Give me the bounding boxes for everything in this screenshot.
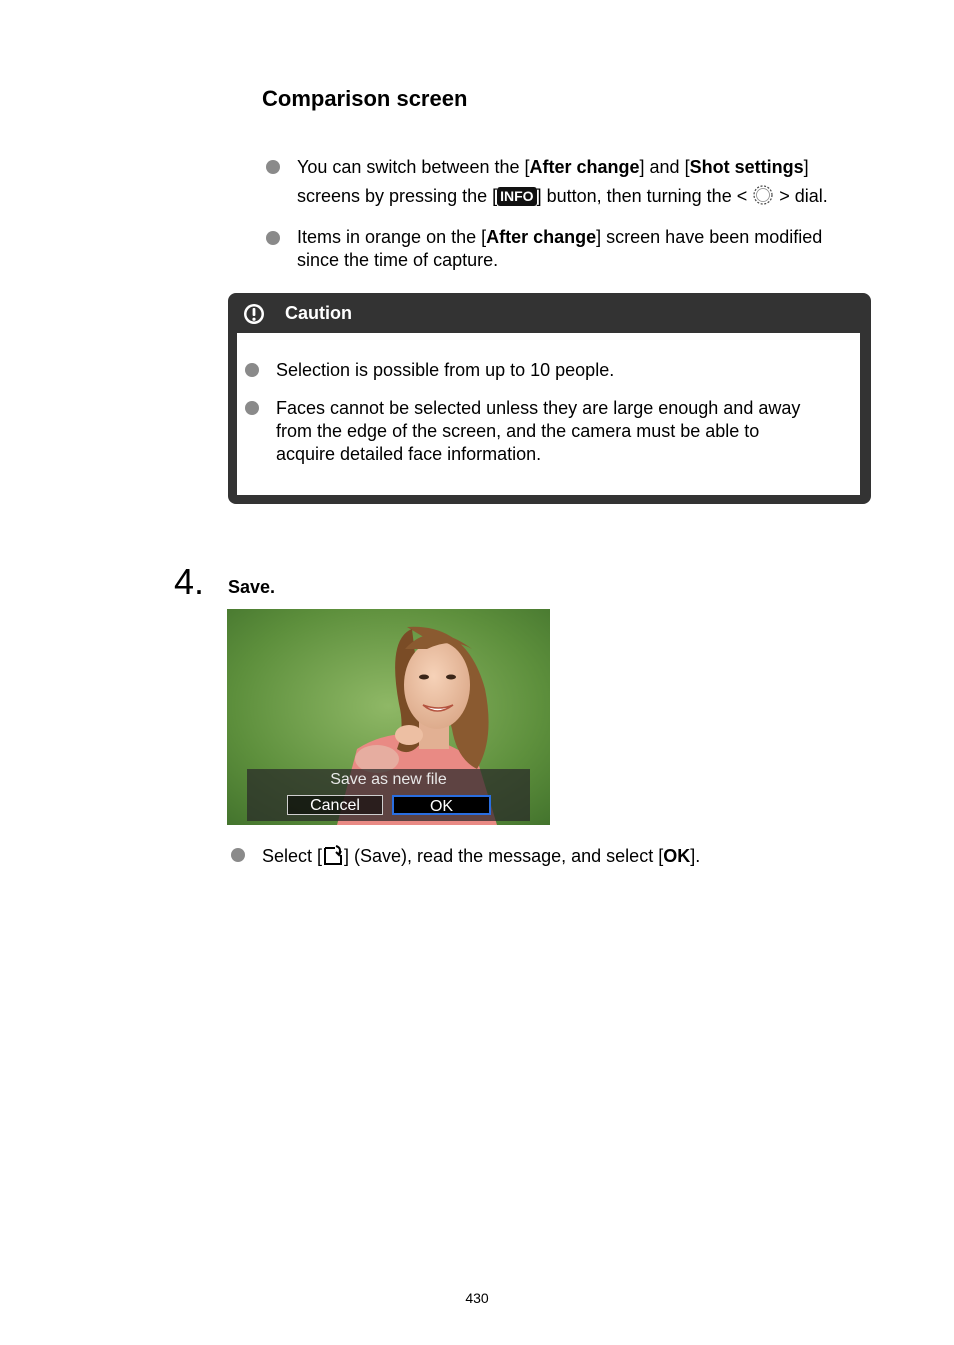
text: ] (803, 157, 809, 177)
emph-shot-settings: Shot settings (689, 157, 804, 177)
bullet-text-orange-items (297, 226, 897, 272)
save-icon (322, 844, 344, 866)
ok-button[interactable]: OK (392, 795, 491, 815)
text: Select [ (262, 846, 323, 866)
text: Items in orange on the [ (297, 227, 487, 247)
emph-ok: OK (663, 846, 691, 866)
main-dial-icon (752, 184, 774, 206)
camera-screen-image (227, 609, 550, 825)
section-title: Comparison screen (262, 86, 468, 111)
text: acquire detailed face information. (276, 444, 542, 464)
bullet-dot (266, 160, 280, 174)
bullet-dot (266, 231, 280, 245)
text: since the time of capture. (297, 250, 499, 270)
text: ] screen have been modified (596, 227, 823, 247)
step-number: 4. (174, 561, 205, 602)
bullet-dot (231, 848, 245, 862)
text: ]. (690, 846, 701, 866)
bullet-text-switch-screens (297, 156, 897, 208)
caution-item: Selection is possible from up to 10 people. (276, 360, 615, 380)
page-number: 430 (465, 1290, 489, 1306)
caution-item (276, 397, 856, 466)
text: ] button, then turning the < (536, 186, 748, 206)
save-instruction (262, 844, 902, 868)
bullet-dot (245, 401, 259, 415)
emph-after-change: After change (486, 227, 597, 247)
text: > dial. (779, 186, 828, 206)
save-dialog (247, 769, 530, 821)
exclamation-icon (243, 303, 265, 325)
caution-box (228, 293, 871, 504)
text: ] and [ (639, 157, 690, 177)
text: Faces cannot be selected unless they are large enough and away (276, 398, 801, 418)
bullet-dot (245, 363, 259, 377)
emph-after-change: After change (529, 157, 640, 177)
text: screens by pressing the [ (297, 186, 498, 206)
caution-content (237, 333, 860, 495)
text: from the edge of the screen, and the camera must be able to (276, 421, 760, 441)
dialog-message: Save as new file (330, 771, 447, 788)
text: ] (Save), read the message, and select [ (344, 846, 664, 866)
step-title: Save. (228, 577, 276, 597)
cancel-button[interactable]: Cancel (287, 795, 383, 815)
info-button-icon: INFO (497, 187, 536, 206)
caution-title: Caution (285, 303, 352, 323)
text: You can switch between the [ (297, 157, 530, 177)
